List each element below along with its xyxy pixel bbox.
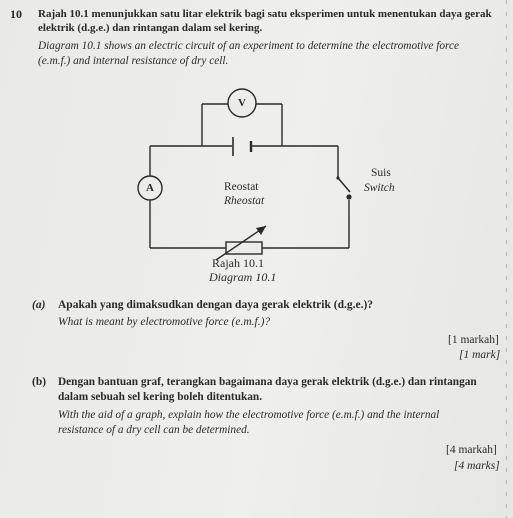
part-b-english-line1: With the aid of a graph, explain how the electromotive force (e.m.f.) and the internal (58, 409, 440, 421)
intro-malay-line1: Rajah 10.1 menunjukkan satu litar elektrik bagi satu eksperimen untuk menentukan daya gerak (38, 8, 492, 20)
intro-english-line2: (e.m.f.) and internal resistance of dry cell. (38, 55, 229, 67)
switch-pivot (336, 176, 339, 179)
intro-english-line1: Diagram 10.1 shows an electric circuit of an experiment to determine the electromotive force (38, 40, 460, 52)
part-a-malay: Apakah yang dimaksudkan dengan daya gerak elektrik (d.g.e.)? (58, 299, 374, 311)
switch-contact (346, 194, 351, 199)
part-a-label: (a) (32, 299, 46, 311)
switch-lever (338, 178, 350, 192)
rheostat-body (226, 242, 262, 254)
rheostat-arrow-head (256, 226, 266, 235)
figure-caption-malay: Rajah 10.1 (212, 256, 264, 270)
part-b-label: (b) (32, 376, 47, 388)
part-b-english-line2: resistance of a dry cell can be determined. (58, 424, 250, 436)
intro-malay-line2: elektrik (d.g.e.) dan rintangan dalam sel kering. (38, 22, 263, 34)
question-number: 10 (10, 7, 22, 21)
rheostat-label-malay: Reostat (224, 181, 259, 193)
part-a-english: What is meant by electromotive force (e.m.f.)? (58, 316, 271, 328)
part-a-mark-english: [1 mark] (459, 349, 501, 361)
part-b-malay-line1: Dengan bantuan graf, terangkan bagaimana daya gerak elektrik (d.g.e.) dan rintangan (58, 376, 477, 388)
part-b-malay-line2: dalam sebuah sel kering boleh ditentukan. (58, 391, 263, 403)
ammeter-label: A (146, 182, 154, 194)
part-b-mark-malay: [4 markah] (446, 444, 497, 456)
rheostat-label-english: Rheostat (224, 195, 265, 207)
figure-caption-english: Diagram 10.1 (209, 270, 277, 284)
voltmeter-label: V (238, 97, 246, 109)
switch-label-english: Switch (364, 182, 395, 194)
switch-label-malay: Suis (371, 167, 391, 179)
part-a-mark-malay: [1 markah] (448, 334, 499, 346)
part-b-mark-english: [4 marks] (454, 460, 500, 472)
